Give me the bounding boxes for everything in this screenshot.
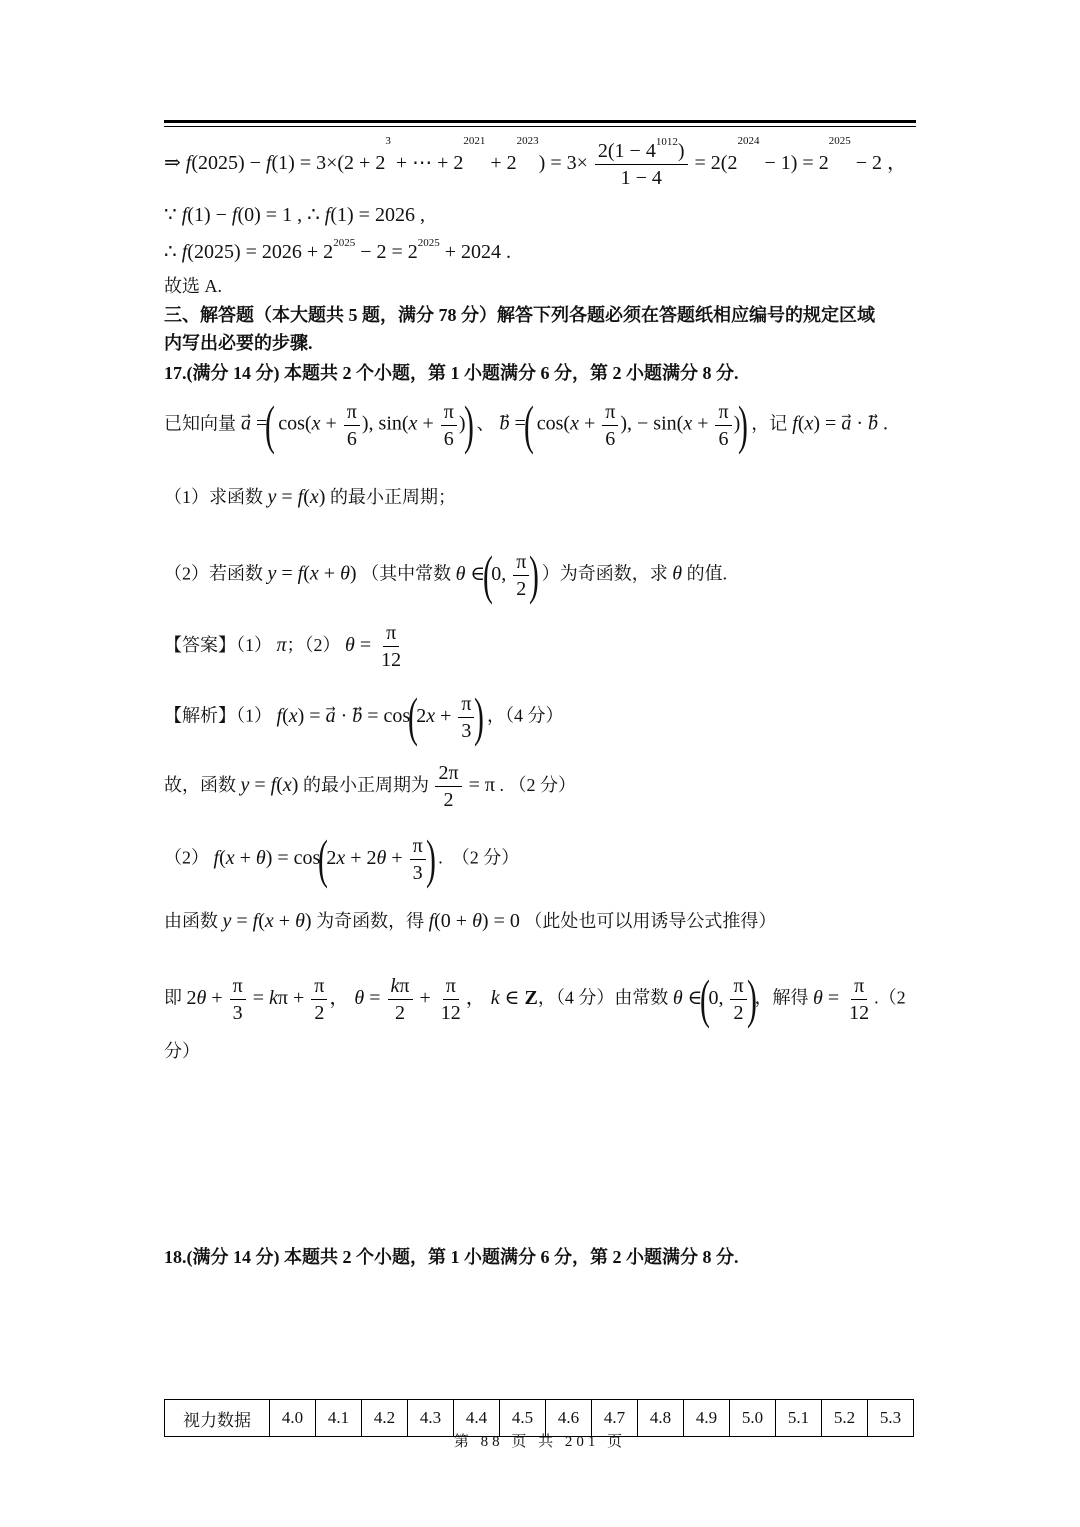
score-2a: . （2 分） [499, 775, 576, 796]
period-text: 故，函数 [164, 775, 236, 796]
stem-suffix: ，记 [751, 413, 788, 434]
score-4: ，（4 分） [486, 705, 564, 726]
part2-mid: （其中常数 [361, 563, 452, 584]
analysis-1: （1） [236, 705, 272, 726]
page-footer: 第 88 页 共 201 页 [453, 1434, 627, 1450]
table-cell: 4.5 [500, 1400, 546, 1437]
equation-line-2: ∵ f(1) − f(0) = 1 , ∴ f(1) = 2026 , [164, 204, 425, 226]
answer-1: （1） [236, 635, 272, 656]
score-4b: ，（4 分）由常数 [537, 987, 669, 1008]
q17-analysis-1: 【解析】（1） f(x) = a⃗ · b⃗ = cos(2x + $\frac{\pi}{3}$ ) ，（4 分） [164, 687, 564, 747]
q17-part2: （2）若函数 y = f(x + θ) （其中常数 θ ∈(0, $\frac{\pi}{2}$ ) ）为奇函数，求 θ 的值. [164, 545, 728, 605]
part2-label: （2）若函数 [164, 563, 263, 584]
q17-answer: 【答案】（1） π；（2） θ = $\frac{\pi}{12}$ [164, 622, 402, 671]
score-tail: .（2 [874, 987, 906, 1008]
top-rule-thick [164, 120, 916, 123]
period-mid: 的最小正周期为 [302, 775, 429, 796]
equation-line-1: ⇒ $f(2025) - f(1) = 3\times(2 + 2^3$ + ⋯ + $2^{2021} + 2^{2023}) = 3\times$ $\frac{2(1 - 4^{1012})}{1 - 4}$ = $2(2^{2024} - 1) = 2^{2025} - 2$ ， [164, 135, 907, 189]
table-cell: 4.1 [316, 1400, 362, 1437]
table-cell: 4.6 [546, 1400, 592, 1437]
q17-solve: 即 2θ + $\frac{\pi}{3}$ = kπ + $\frac{\pi}{2}$ ， θ = $\frac{k\pi}{2}$ + $\frac{\pi}{12}$ ， k ∈ Z，（4 分）由常数 θ ∈(0, $\frac{\pi}{2}$ )，解得 θ = $\frac{\pi}{12}$ .（2 [164, 969, 906, 1029]
stem-prefix: 已知向量 [164, 413, 236, 434]
table-cell: 4.7 [592, 1400, 638, 1437]
table-cell: 5.2 [822, 1400, 868, 1437]
q17-odd: 由函数 y = f(x + θ) 为奇函数，得 f(0 + θ) = 0 （此处也可以用诱导公式推得） [164, 910, 777, 932]
q17-stem: 已知向量 a⃗ =( cos(x + $\frac{\pi}{6}$ ), sin(x + $\frac{\pi}{6}$ )) 、 b⃗ =( cos(x + $\frac{\pi}{6}$ ), − sin(x + $\frac{\pi}{6}$ )) ，记 f(x) = a⃗ · b⃗ . [164, 395, 888, 455]
q17-score-tail-2: 分） [164, 1041, 200, 1061]
table-cell: 4.3 [408, 1400, 454, 1437]
ji-text: 即 [164, 987, 182, 1008]
table-cell: 5.3 [868, 1400, 914, 1437]
table-cell: 4.9 [684, 1400, 730, 1437]
q17-period: 故，函数 y = f(x) 的最小正周期为 $\frac{2\pi}{2}$ = π . （2 分） [164, 762, 576, 811]
part2-tail: ）为奇函数，求 [541, 563, 668, 584]
score-2b: . （2 分） [438, 847, 520, 868]
odd-text: 由函数 [164, 911, 218, 931]
q17-analysis-2: （2） f(x + θ) = cos(2x + 2θ + $\frac{\pi}{3}$ ) . （2 分） [164, 829, 520, 889]
odd-mid: 为奇函数，得 [316, 911, 425, 931]
table-cell: 4.4 [454, 1400, 500, 1437]
equation-line-3: ∴ $f(2025) = 2026 + 2^{2025} - 2 = 2^{2025} + 2024$ . [164, 237, 512, 263]
q17-header: 17.(满分 14 分) 本题共 2 个小题，第 1 小题满分 6 分，第 2 小题满分 8 分. [164, 363, 739, 383]
table-cell: 4.2 [362, 1400, 408, 1437]
answer-label: 【答案】 [164, 635, 236, 656]
odd-tail: （此处也可以用诱导公式推得） [524, 911, 777, 931]
chosen-answer: 故选 A. [164, 276, 222, 296]
table-cell: 5.1 [776, 1400, 822, 1437]
part2-end: 的值. [686, 563, 728, 584]
answer-2: ；（2） [286, 635, 341, 656]
solve-text: ，解得 [754, 987, 809, 1008]
table-cell: 4.8 [638, 1400, 684, 1437]
table-cell: 4.0 [270, 1400, 316, 1437]
top-rule-thin [164, 126, 916, 127]
analysis-label: 【解析】 [164, 705, 236, 726]
table-head: 视力数据 [165, 1400, 270, 1437]
part1-tail: 的最小正周期； [329, 487, 456, 507]
section-title-2: 内写出必要的步骤. [164, 333, 313, 353]
q18-header: 18.(满分 14 分) 本题共 2 个小题，第 1 小题满分 6 分，第 2 小题满分 8 分. [164, 1247, 739, 1267]
table-cell: 5.0 [730, 1400, 776, 1437]
section-title: 三、解答题（本大题共 5 题，满分 78 分）解答下列各题必须在答题纸相应编号的规定区域 [164, 305, 875, 325]
stem-sep: 、 [476, 413, 495, 434]
q17-part1: （1）求函数 y = f(x) 的最小正周期； [164, 486, 456, 508]
analysis-2: （2） [164, 847, 209, 868]
part1-label: （1）求函数 [164, 487, 263, 507]
